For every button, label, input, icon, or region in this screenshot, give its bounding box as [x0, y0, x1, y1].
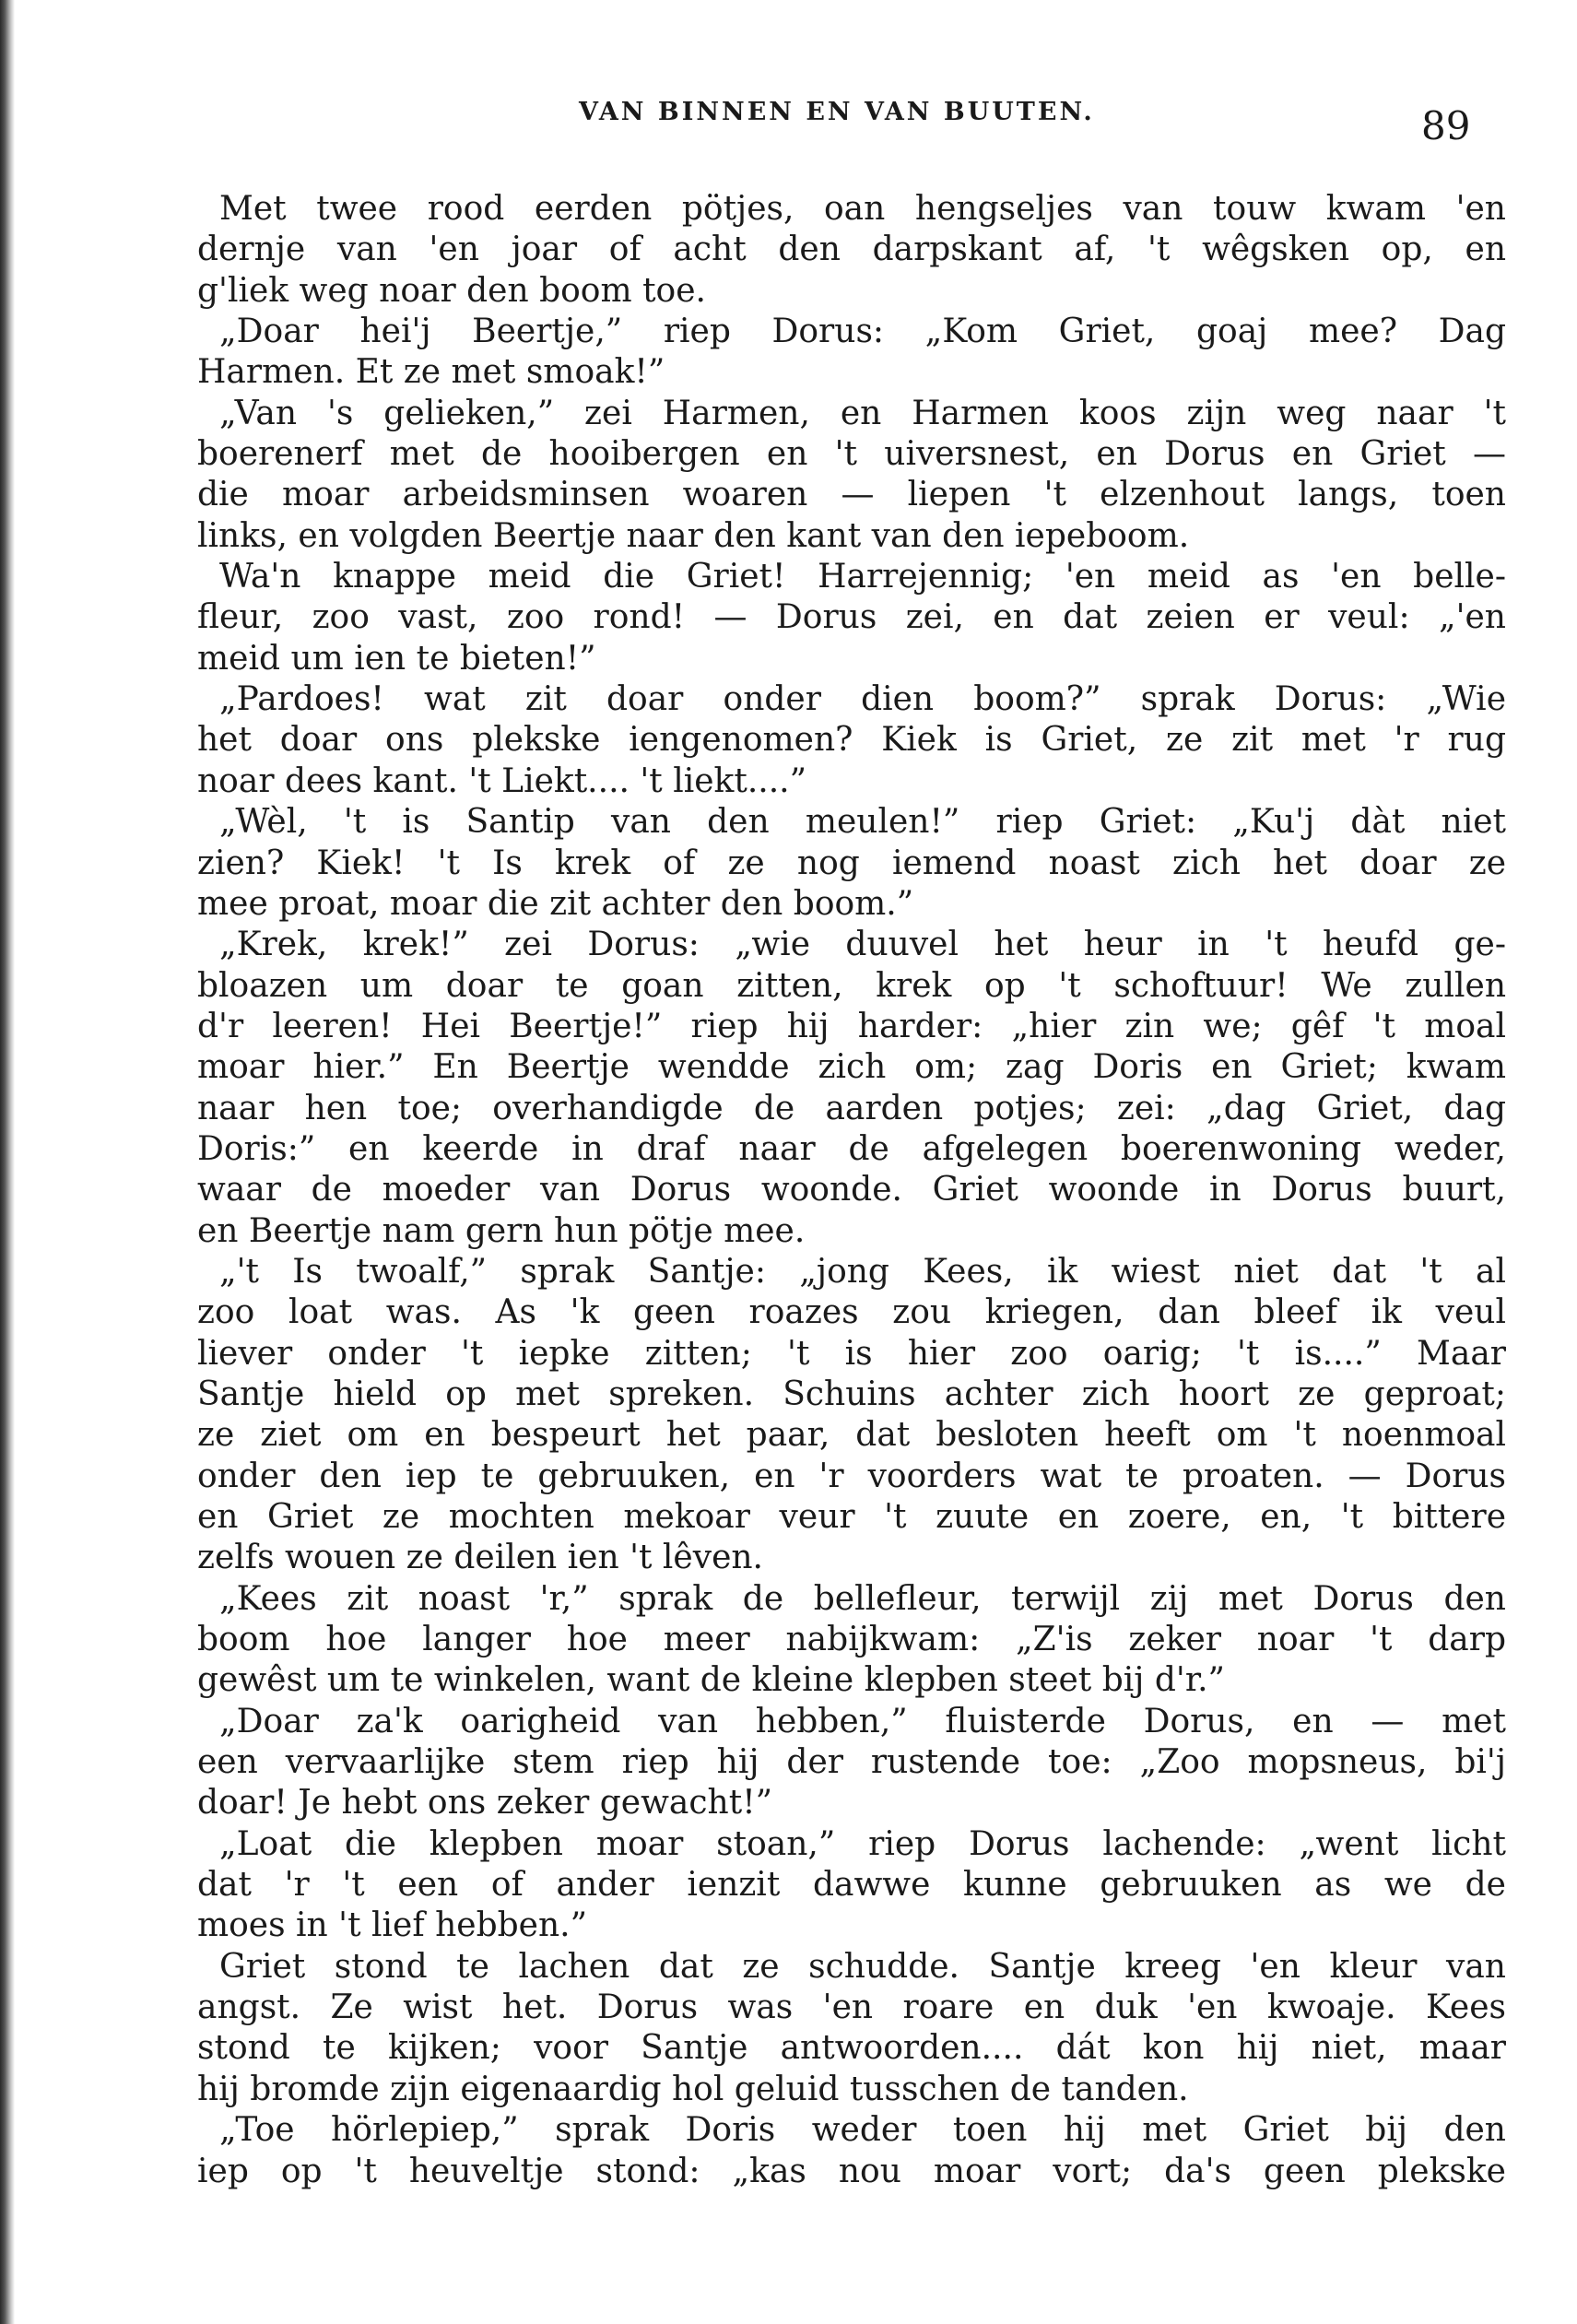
- text-line: zien? Kiek! 't Is krek of ze nog iemend noast zich het doar ze: [197, 843, 1506, 882]
- text-line: „Doar hei'j Beertje,” riep Dorus: „Kom Griet, goaj mee? Dag: [219, 313, 1506, 351]
- page-binding-edge: [0, 0, 15, 2324]
- text-line: Griet stond te lachen dat ze schudde. Santje kreeg 'en kleur van: [219, 1947, 1506, 1986]
- text-line: fleur, zoo vast, zoo rond! — Dorus zei, en dat zeien er veul: „'en: [197, 598, 1506, 637]
- text-line: dat 'r 't een of ander ienzit dawwe kunne gebruuken as we de: [197, 1866, 1506, 1905]
- text-line: d'r leeren! Hei Beertje!” riep hij harder: „hier zin we; gêf 't moal: [197, 1007, 1506, 1045]
- text-line: mee proat, moar die zit achter den boom.”: [197, 884, 914, 923]
- text-line: angst. Ze wist het. Dorus was 'en roare en duk 'en kwoaje. Kees: [197, 1988, 1506, 2027]
- text-line: „Toe hörlepiep,” sprak Doris weder toen hij met Griet bij den: [219, 2111, 1506, 2150]
- text-line: noar dees kant. 't Liekt.... 't liekt....”: [197, 761, 806, 800]
- text-line: moar hier.” En Beertje wendde zich om; zag Doris en Griet; kwam: [197, 1048, 1506, 1087]
- text-line: doar! Je hebt ons zeker gewacht!”: [197, 1784, 773, 1823]
- text-line: iep op 't heuveltje stond: „kas nou moar vort; da's geen plekske: [197, 2152, 1506, 2190]
- text-line: boerenerf met de hooibergen en 't uiversnest, en Dorus en Griet —: [197, 435, 1506, 474]
- text-line: bloazen um doar te goan zitten, krek op 't schoftuur! We zullen: [197, 966, 1506, 1005]
- page-number: 89: [1421, 103, 1471, 148]
- text-line: meid um ien te bieten!”: [197, 639, 596, 678]
- text-line: „Pardoes! wat zit doar onder dien boom?” sprak Dorus: „Wie: [219, 680, 1506, 719]
- text-line: zoo loat was. As 'k geen roazes zou kriegen, dan bleef ik veul: [197, 1293, 1506, 1332]
- text-line: het doar ons plekske iengenomen? Kiek is Griet, ze zit met 'r rug: [197, 721, 1506, 760]
- text-line: gewêst um te winkelen, want de kleine klepben steet bij d'r.”: [197, 1661, 1225, 1700]
- text-line: moes in 't lief hebben.”: [197, 1906, 587, 1945]
- text-line: „Loat die klepben moar stoan,” riep Dorus lachende: „went licht: [219, 1824, 1506, 1863]
- text-line: liever onder 't iepke zitten; 't is hier zoo oarig; 't is....” Maar: [197, 1334, 1506, 1373]
- text-line: Wa'n knappe meid die Griet! Harrejennig; 'en meid as 'en belle-: [219, 558, 1506, 596]
- text-line: een vervaarlijke stem riep hij der rustende toe: „Zoo mopsneus, bi'j: [197, 1743, 1506, 1782]
- text-line: „Van 's gelieken,” zei Harmen, en Harmen koos zijn weg naar 't: [219, 394, 1506, 432]
- text-line: dernje van 'en joar of acht den darpskant af, 't wêgsken op, en: [197, 230, 1506, 269]
- text-line: stond te kijken; voor Santje antwoorden.... dát kon hij niet, maar: [197, 2029, 1506, 2068]
- text-line: naar hen toe; overhandigde de aarden potjes; zei: „dag Griet, dag: [197, 1089, 1506, 1127]
- text-line: g'liek weg noar den boom toe.: [197, 271, 706, 310]
- text-line: „Krek, krek!” zei Dorus: „wie duuvel het heur in 't heufd ge-: [219, 926, 1506, 964]
- text-line: Met twee rood eerden pötjes, oan hengseljes van touw kwam 'en: [219, 190, 1506, 228]
- text-line: en Beertje nam gern hun pötje mee.: [197, 1211, 806, 1250]
- text-line: links, en volgden Beertje naar den kant van den iepeboom.: [197, 516, 1190, 555]
- text-line: Harmen. Et ze met smoak!”: [197, 353, 665, 392]
- running-title: VAN BINNEN EN VAN BUUTEN.: [579, 98, 1095, 126]
- body-text: [197, 189, 1506, 2192]
- text-line: onder den iep te gebruuken, en 'r voorders wat te proaten. — Dorus: [197, 1457, 1506, 1495]
- text-line: Doris:” en keerde in draf naar de afgelegen boerenwoning weder,: [197, 1129, 1506, 1168]
- text-line: „Doar za'k oarigheid van hebben,” fluisterde Dorus, en — met: [219, 1702, 1506, 1740]
- text-line: waar de moeder van Dorus woonde. Griet woonde in Dorus buurt,: [197, 1171, 1506, 1209]
- text-line: „Wèl, 't is Santip van den meulen!” riep Griet: „Ku'j dàt niet: [219, 803, 1506, 842]
- text-line: die moar arbeidsminsen woaren — liepen 't elzenhout langs, toen: [197, 476, 1506, 514]
- text-line: en Griet ze mochten mekoar veur 't zuute en zoere, en, 't bittere: [197, 1498, 1506, 1536]
- text-line: hij bromde zijn eigenaardig hol geluid tusschen de tanden.: [197, 2070, 1189, 2108]
- text-line: „Kees zit noast 'r,” sprak de bellefleur, terwijl zij met Dorus den: [219, 1579, 1506, 1618]
- text-line: zelfs wouen ze deilen ien 't lêven.: [197, 1539, 764, 1577]
- text-line: Santje hield op met spreken. Schuins achter zich hoort ze geproat;: [197, 1374, 1506, 1413]
- text-line: „'t Is twoalf,” sprak Santje: „jong Kees, ik wiest niet dat 't al: [219, 1252, 1506, 1291]
- text-line: boom hoe langer hoe meer nabijkwam: „Z'is zeker noar 't darp: [197, 1621, 1506, 1659]
- text-line: ze ziet om en bespeurt het paar, dat besloten heeft om 't noenmoal: [197, 1416, 1506, 1455]
